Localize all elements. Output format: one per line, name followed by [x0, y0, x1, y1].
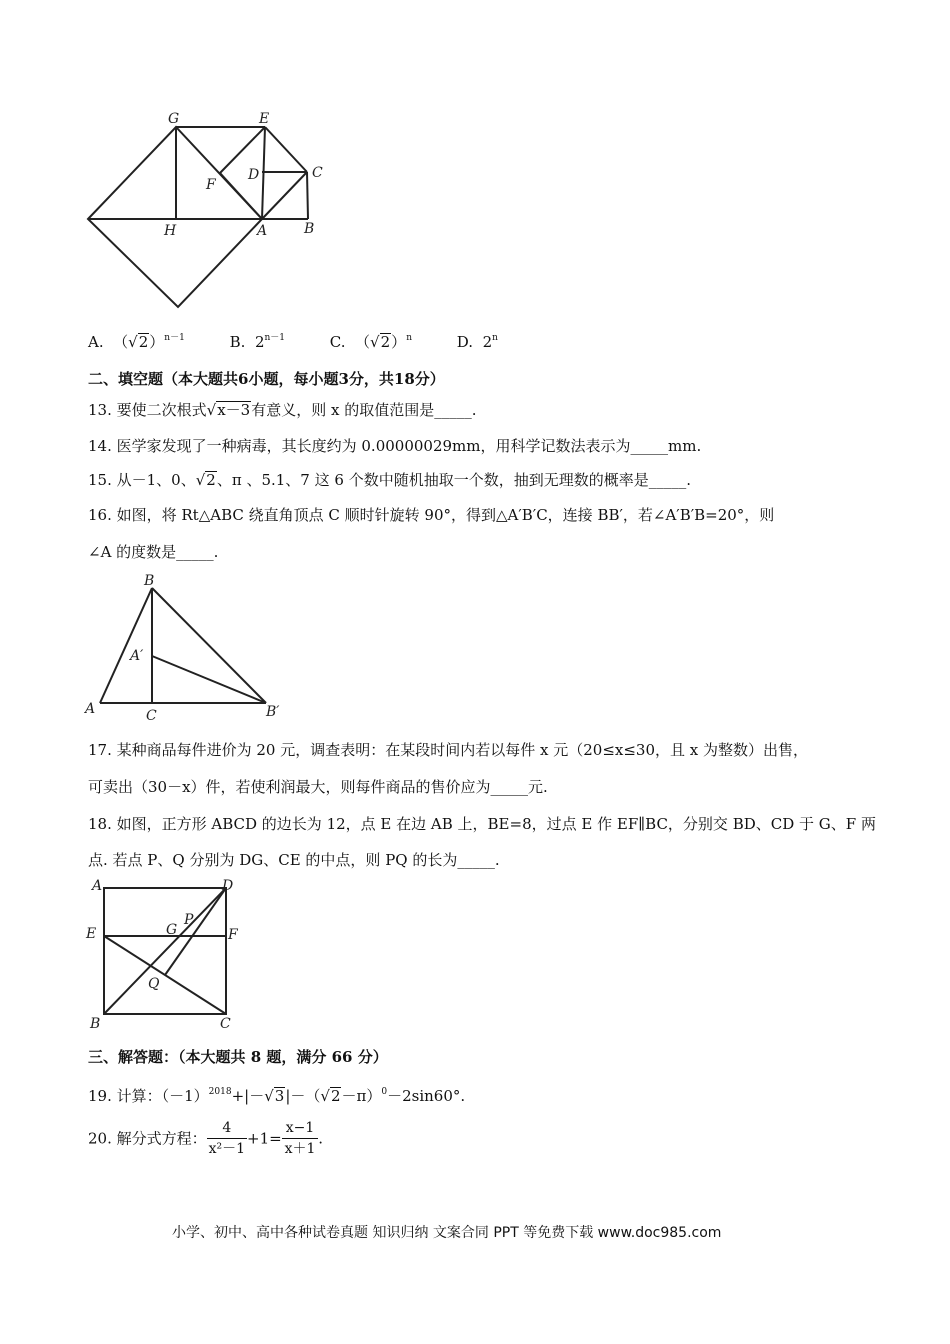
- question-16-line1: 16. 如图，将 Rt△ABC 绕直角顶点 C 顺时针旋转 90°，得到△A′B′C，连接 BB′，若∠A′B′B=20°，则: [88, 506, 775, 524]
- figure-square: [80, 876, 250, 1036]
- label-Q: Q: [148, 976, 160, 992]
- question-17-line2: 可卖出（30－x）件，若使利润最大，则每件商品的售价应为_____元.: [88, 778, 548, 796]
- label-C: C: [312, 165, 323, 181]
- label-F: F: [228, 927, 238, 943]
- figure-triangle: [80, 570, 300, 725]
- label-E: E: [86, 926, 97, 942]
- label-A: A: [92, 878, 103, 894]
- question-19: 19. 计算：$(-1)^{2018}+|-√3|-(√2-\pi)^0-2\sin 60^\circ$.: [88, 1087, 466, 1105]
- section-2-title: 二、填空题（本大题共6小题，每小题3分，共18分）: [88, 370, 445, 388]
- label-B-prime: B′: [266, 704, 280, 720]
- question-17-line1: 17. 某种商品每件进价为 20 元，调查表明：在某段时间内若以每件 x 元（20≤x≤30，且 x 为整数）出售，: [88, 741, 809, 759]
- label-G: G: [166, 922, 178, 938]
- label-E: E: [259, 111, 270, 127]
- option-a[interactable]: A. $(√2)^{n-1}$: [88, 333, 185, 351]
- label-A: A: [257, 223, 268, 239]
- label-F: F: [206, 177, 216, 193]
- option-d[interactable]: D. 2$^n$: [456, 333, 498, 351]
- label-B: B: [90, 1016, 101, 1032]
- option-c[interactable]: C. $(√2)^n$: [329, 333, 412, 351]
- q12-options: [88, 330, 498, 352]
- question-18-line1: 18. 如图，正方形 ABCD 的边长为 12，点 E 在边 AB 上，BE=8，过点 E 作 EF∥BC，分别交 BD、CD 于 G、F 两: [88, 815, 876, 833]
- question-16-line2: ∠A 的度数是_____.: [88, 543, 219, 561]
- question-13: 13. 要使二次根式√x－3有意义，则 x 的取值范围是_____.: [88, 401, 477, 419]
- label-C: C: [146, 708, 157, 724]
- fraction-2: $\frac{x-1}{x+1}$: [282, 1118, 319, 1159]
- label-H: H: [164, 223, 177, 239]
- question-18-line2: 点. 若点 P、Q 分别为 DG、CE 的中点，则 PQ 的长为_____.: [88, 851, 500, 869]
- label-G: G: [168, 111, 180, 127]
- label-P: P: [184, 912, 194, 928]
- label-A: A: [85, 701, 96, 717]
- fraction-1: $\frac{4}{\text{x²－1}}$: [208, 1120, 246, 1157]
- option-b[interactable]: B. $2^{n-1}$: [229, 333, 286, 351]
- question-20: 20. 解分式方程： $\frac{4}{\text{x²－1}}$ +1= $\frac{x-1}{x+1}$ .: [88, 1120, 324, 1157]
- question-15: 15. 从－1、0、√2、π 、5.1、7 这 6 个数中随机抽取一个数，抽到无理数的概率是_____.: [88, 471, 691, 489]
- label-B: B: [304, 221, 315, 237]
- label-C: C: [220, 1016, 231, 1032]
- label-D: D: [222, 878, 234, 894]
- label-B: B: [144, 573, 155, 589]
- question-14: 14. 医学家发现了一种病毒，其长度约为 0.00000029mm，用科学记数法表示为_____mm.: [88, 437, 702, 455]
- figure-squares: [80, 105, 340, 315]
- label-A-prime: A′: [130, 648, 144, 664]
- section-3-title: 三、解答题：（本大题共 8 题，满分 66 分）: [88, 1048, 388, 1066]
- label-D: D: [248, 167, 260, 183]
- page-footer: 小学、初中、高中各种试卷真题 知识归纳 文案合同 PPT 等免费下载 www.doc985.com: [172, 1225, 722, 1241]
